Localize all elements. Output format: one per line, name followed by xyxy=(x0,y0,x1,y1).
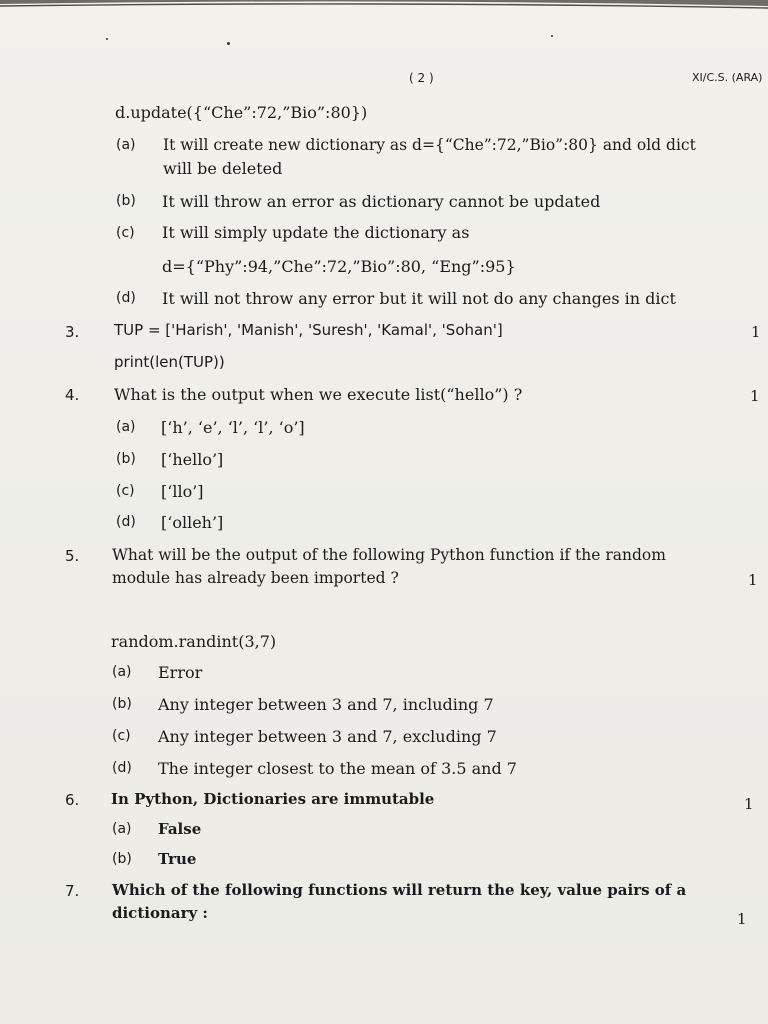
q4-option-a-text: [‘h’, ‘e’, ‘l’, ‘l’, ‘o’] xyxy=(161,418,305,437)
q5-code: random.randint(3,7) xyxy=(111,632,277,651)
q5-option-c-text: Any integer between 3 and 7, excluding 7 xyxy=(158,727,497,746)
q3-number: 3. xyxy=(65,323,80,341)
q2-code: d.update({“Che”:72,”Bio”:80}) xyxy=(115,103,368,122)
speck-3 xyxy=(106,38,108,40)
q6-option-a-text: False xyxy=(158,820,202,838)
q4-question: What is the output when we execute list(“hello”) ? xyxy=(114,385,523,404)
q5-number: 5. xyxy=(65,547,80,565)
q2-option-c-text: It will simply update the dictionary as xyxy=(162,223,470,242)
q2-option-c-dict: d={“Phy”:94,”Che”:72,”Bio”:80, “Eng”:95} xyxy=(162,257,516,276)
q5-option-c-label: (c) xyxy=(112,728,131,744)
q2-option-b-label: (b) xyxy=(116,193,136,209)
q4-marks: 1 xyxy=(750,387,760,405)
q7-number: 7. xyxy=(65,882,80,900)
q4-option-c-text: [‘llo’] xyxy=(161,482,204,501)
q7-marks: 1 xyxy=(737,910,747,928)
q2-option-d-text: It will not throw any error but it will not do any changes in dict xyxy=(162,289,676,308)
q6-option-b-label: (b) xyxy=(112,851,132,867)
q6-option-a-label: (a) xyxy=(112,821,132,837)
q2-option-a-label: (a) xyxy=(116,137,136,153)
page-top-edge xyxy=(0,0,768,14)
q4-option-a-label: (a) xyxy=(116,419,136,435)
paper-code: XI/C.S. (ARA) xyxy=(692,71,763,84)
q3-code-line2: print(len(TUP)) xyxy=(114,353,225,371)
q5-question-line1: What will be the output of the following Python function if the random xyxy=(112,546,666,564)
q3-marks: 1 xyxy=(751,323,761,341)
q6-option-b-text: True xyxy=(158,850,197,868)
q5-option-a-text: Error xyxy=(158,663,203,682)
q2-option-c-label: (c) xyxy=(116,225,135,241)
q5-marks: 1 xyxy=(748,571,758,589)
speck-1 xyxy=(227,42,230,45)
q4-number: 4. xyxy=(65,386,80,404)
q4-option-b-text: [‘hello’] xyxy=(161,450,224,469)
q4-option-b-label: (b) xyxy=(116,451,136,467)
q5-option-b-text: Any integer between 3 and 7, including 7 xyxy=(158,695,494,714)
q4-option-d-text: [‘olleh’] xyxy=(161,513,224,532)
q4-option-d-label: (d) xyxy=(116,514,136,530)
q5-option-d-text: The integer closest to the mean of 3.5 and 7 xyxy=(158,759,517,778)
q6-number: 6. xyxy=(65,791,80,809)
q5-option-d-label: (d) xyxy=(112,760,132,776)
q5-question-line2: module has already been imported ? xyxy=(112,569,399,587)
page-number: ( 2 ) xyxy=(409,71,434,85)
q2-option-b-text: It will throw an error as dictionary cannot be updated xyxy=(162,192,601,211)
q5-option-a-label: (a) xyxy=(112,664,132,680)
q2-option-a-text: It will create new dictionary as d={“Che”:72,”Bio”:80} and old dict xyxy=(163,136,696,154)
q6-question: In Python, Dictionaries are immutable xyxy=(111,790,435,808)
q3-code-line1: TUP = ['Harish', 'Manish', 'Suresh', 'Kamal', 'Sohan'] xyxy=(114,321,503,339)
q2-option-a-text-cont: will be deleted xyxy=(163,159,283,178)
q6-marks: 1 xyxy=(744,795,754,813)
q4-option-c-label: (c) xyxy=(116,483,135,499)
speck-2 xyxy=(551,35,553,37)
q5-option-b-label: (b) xyxy=(112,696,132,712)
q7-question-line2: dictionary : xyxy=(112,904,208,922)
q2-option-d-label: (d) xyxy=(116,290,136,306)
q7-question-line1: Which of the following functions will return the key, value pairs of a xyxy=(112,881,687,899)
